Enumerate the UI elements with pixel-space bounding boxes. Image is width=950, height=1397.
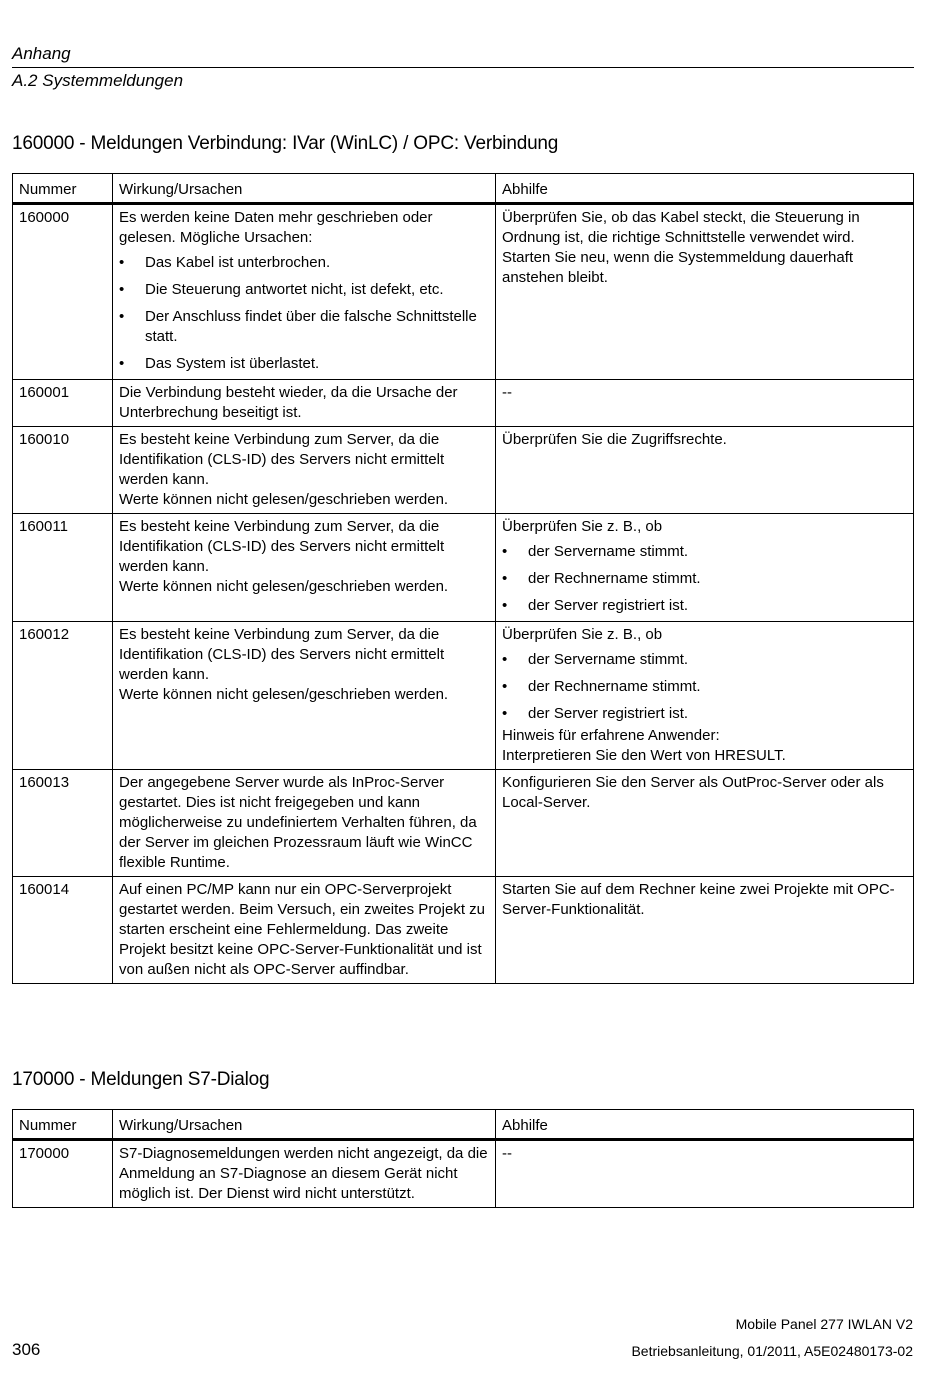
list-item: • der Server registriert ist. xyxy=(502,704,907,724)
table-row xyxy=(13,622,914,770)
list-item: • der Servername stimmt. xyxy=(502,650,907,670)
section-title-160000: 160000 - Meldungen Verbindung: IVar (WinLC) / OPC: Verbindung xyxy=(12,133,559,154)
section-heading: A.2 Systemmeldungen xyxy=(12,71,184,90)
cell-wirkung xyxy=(113,622,496,770)
cell-abhilfe xyxy=(496,622,914,770)
table-row xyxy=(13,380,914,427)
table-row xyxy=(13,427,914,514)
cell-nummer: 160001 xyxy=(13,380,113,427)
list-item: • der Server registriert ist. xyxy=(502,596,907,616)
cell-abhilfe: -- xyxy=(496,1140,914,1208)
list-item: • Das System ist überlastet. xyxy=(119,354,489,374)
page-number: 306 xyxy=(12,1340,41,1359)
wirkung-text: Es besteht keine Verbindung zum Server, da die Identifikation (CLS-ID) des Servers nicht ermittelt werden kann. xyxy=(119,626,445,683)
abhilfe-note-2: Interpretieren Sie den Wert von HRESULT. xyxy=(502,747,786,764)
abhilfe-bullet-list xyxy=(502,542,907,616)
cell-nummer: 170000 xyxy=(13,1140,113,1208)
list-item: • Der Anschluss findet über die falsche Schnittstelle statt. xyxy=(119,307,489,347)
table-row xyxy=(13,770,914,877)
section-title-170000: 170000 - Meldungen S7-Dialog xyxy=(12,1069,270,1090)
list-item: • der Rechnername stimmt. xyxy=(502,677,907,697)
cell-wirkung xyxy=(113,514,496,622)
table-row xyxy=(13,1140,914,1208)
cell-abhilfe: Überprüfen Sie, ob das Kabel steckt, die Steuerung in Ordnung ist, die richtige Schnittstelle verwendet wird. Starten Sie neu, wenn die Systemmeldung dauerhaft anstehen bleibt. xyxy=(496,204,914,380)
message-table-160000 xyxy=(12,173,914,984)
table-header-row xyxy=(13,1110,914,1140)
column-header-nummer: Nummer xyxy=(13,174,113,204)
column-header-nummer: Nummer xyxy=(13,1110,113,1140)
cell-nummer: 160000 xyxy=(13,204,113,380)
cell-wirkung: Auf einen PC/MP kann nur ein OPC-Serverprojekt gestartet werden. Beim Versuch, ein zweites Projekt zu starten erscheint eine Fehlermeldung. Das zweite Projekt besitzt keine OPC-Server-Funktionalität und ist von außen nicht als OPC-Server auffindbar. xyxy=(113,877,496,984)
cell-nummer: 160013 xyxy=(13,770,113,877)
footer-manual: Betriebsanleitung, 01/2011, A5E02480173-02 xyxy=(631,1343,913,1359)
cell-abhilfe: -- xyxy=(496,380,914,427)
abhilfe-bullet-list xyxy=(502,650,907,724)
list-item: • Die Steuerung antwortet nicht, ist defekt, etc. xyxy=(119,280,489,300)
cell-nummer: 160011 xyxy=(13,514,113,622)
list-item: • Das Kabel ist unterbrochen. xyxy=(119,253,489,273)
table-row xyxy=(13,204,914,380)
wirkung-text-2: Werte können nicht gelesen/geschrieben werden. xyxy=(119,578,449,595)
wirkung-bullet-list xyxy=(119,253,489,374)
column-header-abhilfe: Abhilfe xyxy=(496,174,914,204)
table-header-row xyxy=(13,174,914,204)
cell-abhilfe: Überprüfen Sie die Zugriffsrechte. xyxy=(496,427,914,514)
header-rule xyxy=(12,67,914,68)
wirkung-text: Es besteht keine Verbindung zum Server, da die Identifikation (CLS-ID) des Servers nicht ermittelt werden kann. xyxy=(119,431,445,488)
column-header-abhilfe: Abhilfe xyxy=(496,1110,914,1140)
wirkung-text: Es werden keine Daten mehr geschrieben oder gelesen. Mögliche Ursachen: xyxy=(119,209,433,246)
cell-abhilfe: Konfigurieren Sie den Server als OutProc-Server oder als Local-Server. xyxy=(496,770,914,877)
cell-nummer: 160012 xyxy=(13,622,113,770)
cell-abhilfe xyxy=(496,514,914,622)
message-table-170000 xyxy=(12,1109,914,1208)
cell-wirkung xyxy=(113,204,496,380)
wirkung-text-2: Werte können nicht gelesen/geschrieben werden. xyxy=(119,491,449,508)
cell-wirkung xyxy=(113,427,496,514)
cell-nummer: 160014 xyxy=(13,877,113,984)
abhilfe-text: Überprüfen Sie z. B., ob xyxy=(502,518,663,535)
column-header-wirkung: Wirkung/Ursachen xyxy=(113,174,496,204)
cell-abhilfe: Starten Sie auf dem Rechner keine zwei Projekte mit OPC-Server-Funktionalität. xyxy=(496,877,914,984)
cell-nummer: 160010 xyxy=(13,427,113,514)
cell-wirkung: Die Verbindung besteht wieder, da die Ursache der Unterbrechung beseitigt ist. xyxy=(113,380,496,427)
list-item: • der Servername stimmt. xyxy=(502,542,907,562)
column-header-wirkung: Wirkung/Ursachen xyxy=(113,1110,496,1140)
wirkung-text: Es besteht keine Verbindung zum Server, da die Identifikation (CLS-ID) des Servers nicht ermittelt werden kann. xyxy=(119,518,445,575)
running-header xyxy=(12,42,914,93)
table-row xyxy=(13,514,914,622)
wirkung-text-2: Werte können nicht gelesen/geschrieben werden. xyxy=(119,686,449,703)
list-item: • der Rechnername stimmt. xyxy=(502,569,907,589)
footer-product: Mobile Panel 277 IWLAN V2 xyxy=(735,1316,913,1332)
abhilfe-text: Überprüfen Sie z. B., ob xyxy=(502,626,663,643)
abhilfe-note: Hinweis für erfahrene Anwender: xyxy=(502,727,720,744)
cell-wirkung: S7-Diagnosemeldungen werden nicht angezeigt, da die Anmeldung an S7-Diagnose an diesem Gerät nicht möglich ist. Der Dienst wird nicht unterstützt. xyxy=(113,1140,496,1208)
chapter-title: Anhang xyxy=(12,44,71,63)
cell-wirkung: Der angegebene Server wurde als InProc-Server gestartet. Dies ist nicht freigegeben und kann möglicherweise zu undefiniertem Verhalten führen, da der Server im gleichen Prozessraum läuft wie WinCC flexible Runtime. xyxy=(113,770,496,877)
table-row xyxy=(13,877,914,984)
